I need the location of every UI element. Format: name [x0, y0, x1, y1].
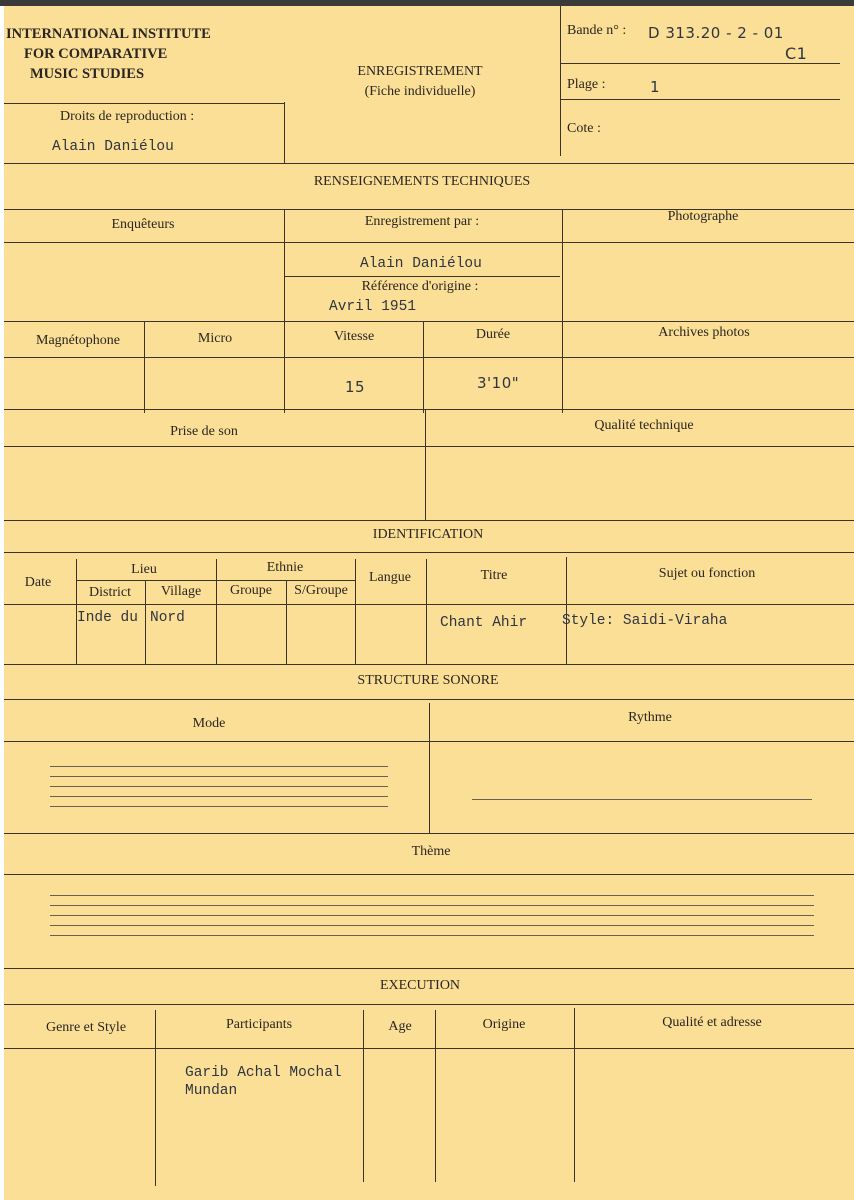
bande-label: Bande n° :	[567, 23, 627, 38]
identification-bottom-line	[4, 664, 854, 665]
magnetophone-label: Magnétophone	[36, 333, 120, 348]
identification-section-title: IDENTIFICATION	[372, 527, 484, 542]
technical-row-line	[4, 321, 854, 322]
cote-label: Cote :	[567, 121, 601, 136]
theme-bottom-line	[4, 968, 854, 969]
structure-bottom-line	[4, 833, 854, 834]
identification-title-line	[4, 552, 854, 553]
magneto-divider-3	[423, 321, 424, 413]
theme-rule-4	[50, 925, 814, 926]
village-value: Nord	[150, 610, 185, 626]
ident-divider-district	[145, 581, 146, 665]
mode-rule-2	[50, 776, 388, 777]
institute-line-2: FOR COMPARATIVE	[24, 46, 168, 62]
mode-label: Mode	[192, 716, 226, 731]
duree-value: 3'10"	[477, 374, 520, 392]
magneto-bottom-line	[4, 409, 854, 410]
mode-rule-3	[50, 786, 388, 787]
bande-extra: C1	[785, 44, 808, 63]
enregistrement-par-value: Alain Daniélou	[360, 256, 482, 272]
langue-label: Langue	[369, 570, 411, 585]
plage-value: 1	[650, 78, 661, 96]
sujet-label: Sujet ou fonction	[658, 566, 756, 581]
structure-divider	[429, 703, 430, 833]
droits-label: Droits de reproduction :	[60, 109, 195, 124]
theme-label: Thème	[411, 844, 451, 859]
droits-value: Alain Daniélou	[52, 139, 174, 155]
ident-divider-langue	[426, 559, 427, 665]
index-card	[4, 6, 854, 1200]
participants-line-2: Mundan	[185, 1083, 238, 1099]
theme-rule-1	[50, 895, 814, 896]
archives-label: Archives photos	[658, 325, 750, 340]
form-title: ENREGISTREMENT	[357, 64, 483, 79]
institute-line-1: INTERNATIONAL INSTITUTE	[6, 26, 211, 42]
prise-bottom-line	[4, 520, 854, 521]
qualite-adresse-label: Qualité et adresse	[662, 1015, 762, 1030]
exec-divider-2	[363, 1010, 364, 1182]
vitesse-value: 15	[345, 378, 366, 396]
qualite-technique-label: Qualité technique	[594, 418, 694, 433]
enregistrement-par-label: Enregistrement par :	[364, 214, 480, 229]
micro-label: Micro	[197, 331, 233, 346]
reference-value: Avril 1951	[329, 299, 417, 315]
enqueteurs-label: Enquêteurs	[111, 217, 175, 232]
magneto-divider-4	[562, 321, 563, 413]
header-bottom-line	[4, 163, 854, 164]
technical-header-line	[4, 242, 854, 243]
lieu-label: Lieu	[131, 562, 157, 577]
genre-label: Genre et Style	[45, 1020, 127, 1035]
village-label: Village	[160, 584, 202, 599]
prise-header-line	[4, 446, 854, 447]
district-value: Inde du	[77, 610, 138, 626]
magneto-header-line	[4, 357, 854, 358]
theme-rule-2	[50, 905, 814, 906]
ethnie-label: Ethnie	[266, 560, 304, 575]
reference-label: Référence d'origine :	[361, 279, 479, 294]
bande-value: D 313.20 - 2 - 01	[648, 24, 784, 42]
titre-value: Chant Ahir	[440, 615, 528, 631]
theme-header-line	[4, 874, 854, 875]
technical-section-title: RENSEIGNEMENTS TECHNIQUES	[313, 174, 531, 189]
theme-rule-5	[50, 935, 814, 936]
ident-divider-sgroupe	[355, 559, 356, 665]
duree-label: Durée	[475, 327, 511, 342]
exec-divider-3	[435, 1010, 436, 1182]
reference-topline	[284, 276, 560, 277]
origine-label: Origine	[482, 1017, 526, 1032]
district-label: District	[89, 585, 131, 600]
execution-section-title: EXECUTION	[379, 978, 461, 993]
date-label: Date	[24, 575, 52, 590]
mode-rule-1	[50, 766, 388, 767]
exec-divider-1	[155, 1010, 156, 1186]
rythme-label: Rythme	[628, 710, 672, 725]
rythme-rule	[472, 799, 812, 800]
technical-divider-2	[562, 209, 563, 321]
prise-divider	[425, 409, 426, 521]
form-subtitle: (Fiche individuelle)	[364, 84, 476, 99]
technical-divider-1	[284, 209, 285, 325]
plage-underline	[560, 99, 840, 100]
mode-rule-4	[50, 796, 388, 797]
sgroupe-label: S/Groupe	[294, 583, 348, 598]
age-label: Age	[388, 1019, 412, 1034]
sujet-value: Style: Saidi-Viraha	[562, 613, 728, 629]
institute-line-3: MUSIC STUDIES	[30, 66, 145, 82]
structure-section-title: STRUCTURE SONORE	[357, 673, 499, 688]
header-divider-left	[284, 102, 285, 164]
structure-title-line	[4, 699, 854, 700]
photographe-label: Photographe	[667, 209, 739, 224]
header-divider-right	[560, 6, 561, 156]
magneto-divider-2	[284, 321, 285, 413]
ident-divider-groupe	[286, 581, 287, 665]
magneto-divider-1	[144, 321, 145, 413]
mode-rule-5	[50, 806, 388, 807]
ident-divider-titre	[566, 557, 567, 665]
exec-divider-4	[574, 1008, 575, 1182]
prise-label: Prise de son	[170, 424, 238, 439]
identification-header-line	[4, 604, 854, 605]
vitesse-label: Vitesse	[333, 329, 375, 344]
theme-rule-3	[50, 915, 814, 916]
ident-divider-village	[216, 559, 217, 665]
participants-line-1: Garib Achal Mochal	[185, 1065, 342, 1081]
execution-header-line	[4, 1048, 854, 1049]
bande-underline	[560, 63, 840, 64]
droits-topline	[4, 103, 284, 104]
plage-label: Plage :	[567, 77, 606, 92]
execution-title-line	[4, 1004, 854, 1005]
groupe-label: Groupe	[230, 583, 272, 598]
titre-label: Titre	[480, 568, 508, 583]
participants-label: Participants	[225, 1017, 293, 1032]
